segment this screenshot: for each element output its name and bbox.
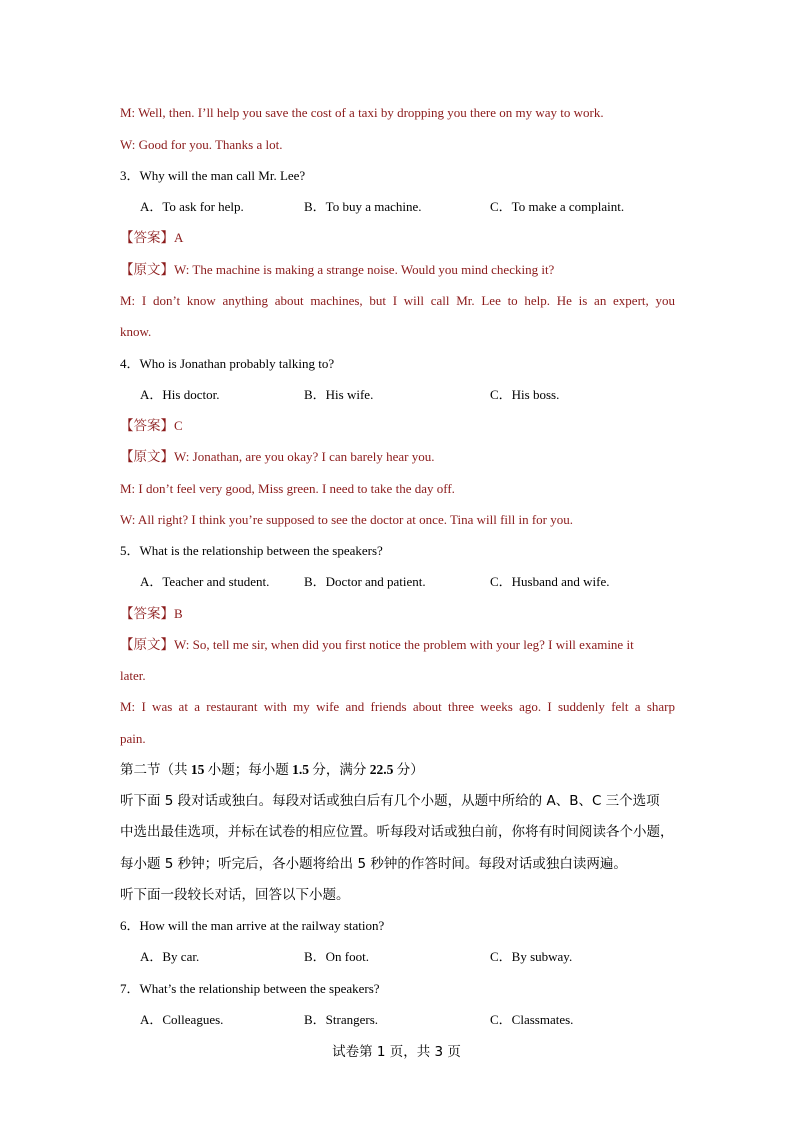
transcript-4 (120, 449, 435, 465)
dialogue-line: M: I was at a restaurant with my wife and friends about three weeks ago. I suddenly felt a sharp (120, 699, 675, 714)
q6-option-b: B．On foot. (304, 949, 370, 964)
answer-tag: 【答案】 (120, 606, 174, 622)
answer-4 (120, 418, 183, 434)
dialogue-line: W: All right? I think you’re supposed to see the doctor at once. Tina will fill in for you. (120, 512, 574, 527)
q4-option-c: C．His boss. (490, 387, 560, 402)
transcript-text: W: Jonathan, are you okay? I can barely hear you. (174, 449, 435, 464)
question-7: 7．What’s the relationship between the speakers? (120, 981, 380, 996)
q7-option-a: A．Colleagues. (140, 1012, 224, 1027)
q5-option-a: A．Teacher and student. (140, 574, 270, 589)
answer-value: B (174, 606, 183, 621)
page-footer: 试卷第 1 页，共 3 页 (332, 1044, 461, 1060)
transcript-tag: 【原文】 (120, 637, 174, 653)
transcript-5 (120, 637, 634, 653)
dialogue-line: M: I don’t know anything about machines, but I will call Mr. Lee to help. He is an expert, you (120, 293, 675, 308)
dialogue-line: pain. (120, 731, 146, 746)
question-4: 4．Who is Jonathan probably talking to? (120, 356, 335, 371)
instruction-line: 听下面一段较长对话，回答以下小题。 (120, 887, 350, 903)
transcript-tag: 【原文】 (120, 262, 174, 278)
q7-option-c: C．Classmates. (490, 1012, 574, 1027)
dialogue-line: know. (120, 324, 152, 339)
transcript-3 (120, 262, 554, 278)
dialogue-line: later. (120, 668, 146, 683)
dialogue-line: M: I don’t feel very good, Miss green. I need to take the day off. (120, 481, 455, 496)
transcript-text: W: So, tell me sir, when did you first notice the problem with your leg? I will examine it (174, 637, 634, 652)
q5-option-c: C．Husband and wife. (490, 574, 610, 589)
q4-option-b: B．His wife. (304, 387, 374, 402)
q6-option-a: A．By car. (140, 949, 200, 964)
q5-option-b: B．Doctor and patient. (304, 574, 426, 589)
question-6: 6．How will the man arrive at the railway station? (120, 918, 385, 933)
answer-value: A (174, 230, 184, 245)
transcript-tag: 【原文】 (120, 449, 174, 465)
section-2-heading: 第二节（共 15 小题；每小题 1.5 分，满分 22.5 分） (120, 762, 424, 778)
instruction-line: 听下面 5 段对话或独白。每段对话或独白后有几个小题，从题中所给的 A、B、C 三个选项 (120, 793, 660, 809)
instruction-line: 每小题 5 秒钟；听完后，各小题将给出 5 秒钟的作答时间。每段对话或独白读两遍。 (120, 856, 627, 872)
q3-option-a: A．To ask for help. (140, 199, 244, 214)
q3-option-c: C．To make a complaint. (490, 199, 625, 214)
transcript-text: W: The machine is making a strange noise. Would you mind checking it? (174, 262, 555, 277)
q4-option-a: A．His doctor. (140, 387, 220, 402)
dialogue-line: M: Well, then. I’ll help you save the cost of a taxi by dropping you there on my way to work. (120, 105, 604, 120)
q3-option-b: B．To buy a machine. (304, 199, 422, 214)
dialogue-line: W: Good for you. Thanks a lot. (120, 137, 283, 152)
instruction-line: 中选出最佳选项，并标在试卷的相应位置。听每段对话或独白前，你将有时间阅读各个小题， (120, 824, 674, 840)
answer-5 (120, 606, 183, 622)
answer-tag: 【答案】 (120, 230, 174, 246)
answer-value: C (174, 418, 183, 433)
q6-option-c: C．By subway. (490, 949, 573, 964)
question-3: 3．Why will the man call Mr. Lee? (120, 168, 306, 183)
question-5: 5．What is the relationship between the speakers? (120, 543, 383, 558)
q7-option-b: B．Strangers. (304, 1012, 379, 1027)
answer-3 (120, 230, 183, 246)
answer-tag: 【答案】 (120, 418, 174, 434)
